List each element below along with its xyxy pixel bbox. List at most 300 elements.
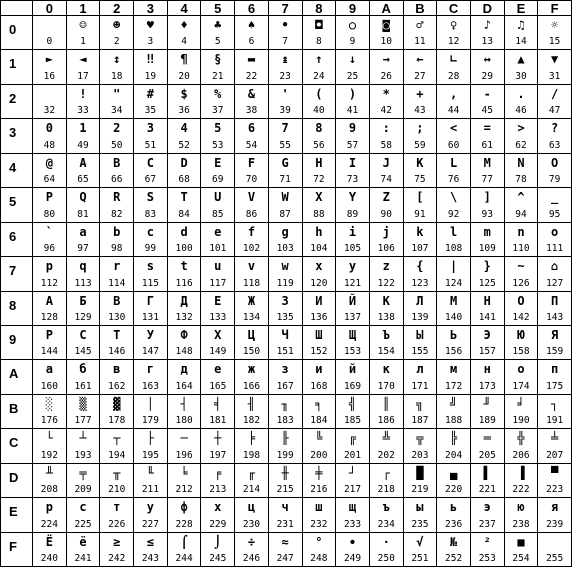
character-glyph: i [348, 224, 357, 239]
character-cell [269, 464, 303, 498]
character-cell [33, 395, 67, 429]
character-code: 236 [445, 518, 463, 530]
character-glyph: ( [315, 86, 323, 101]
character-cell [370, 326, 404, 360]
character-cell [336, 464, 370, 498]
character-glyph: ъ [382, 500, 390, 515]
character-glyph: ё [79, 534, 87, 549]
character-cell [134, 50, 168, 84]
character-code: 222 [512, 484, 530, 496]
column-header: 4 [168, 0, 202, 16]
character-glyph: ─ [180, 431, 188, 446]
character-glyph: С [79, 327, 87, 342]
character-cell [471, 395, 505, 429]
character-cell [303, 119, 337, 153]
character-code: 164 [175, 380, 193, 392]
character-code: 92 [447, 208, 460, 220]
character-glyph: e [214, 224, 222, 239]
character-glyph: @ [45, 155, 53, 170]
character-cell [269, 395, 303, 429]
character-code: 149 [209, 346, 227, 358]
character-glyph: │ [146, 396, 155, 411]
character-code: 220 [445, 484, 463, 496]
character-code: 251 [411, 553, 429, 564]
character-code: 72 [313, 174, 325, 186]
character-cell [235, 429, 269, 463]
character-glyph: _ [551, 190, 559, 205]
character-code: 187 [411, 415, 429, 427]
character-cell [201, 85, 235, 119]
character-cell [303, 188, 337, 222]
character-cell [404, 360, 438, 394]
character-code: 192 [40, 449, 58, 461]
character-code: 48 [43, 139, 56, 151]
character-cell [201, 119, 235, 153]
character-code: 89 [346, 208, 359, 220]
character-cell [404, 464, 438, 498]
character-glyph: ╦ [416, 431, 424, 446]
character-code: 96 [43, 243, 56, 255]
character-code: 109 [478, 243, 496, 255]
character-glyph: Ш [315, 327, 323, 342]
character-glyph: И [315, 293, 323, 308]
character-code: 17 [77, 70, 89, 82]
character-cell [437, 154, 471, 188]
character-glyph: | [449, 259, 458, 274]
character-code: 28 [447, 70, 460, 82]
character-glyph: Г [146, 293, 155, 308]
character-code: 82 [110, 208, 123, 220]
character-cell [336, 326, 370, 360]
character-glyph: ▒ [79, 396, 87, 411]
character-cell [269, 119, 303, 153]
character-code: 225 [74, 518, 92, 530]
character-code: 195 [141, 449, 159, 461]
character-code: 203 [411, 449, 429, 461]
character-cell [437, 50, 471, 84]
row-header: 0 [0, 16, 33, 50]
character-glyph: Ж [247, 293, 256, 308]
character-glyph: ♂ [416, 18, 424, 32]
column-header: B [404, 0, 438, 16]
character-glyph: ▬ [247, 52, 256, 67]
character-code: 55 [279, 139, 291, 151]
character-glyph: ► [45, 52, 53, 67]
column-header: E [505, 0, 539, 16]
character-code: 207 [546, 449, 564, 461]
character-glyph: ∟ [449, 52, 458, 67]
character-code: 198 [242, 449, 261, 461]
character-code: 68 [178, 174, 190, 186]
character-glyph: х [214, 500, 222, 515]
row-header: 9 [0, 326, 33, 360]
character-cell [404, 429, 438, 463]
character-glyph: s [146, 259, 155, 274]
character-code: 175 [546, 380, 564, 392]
character-code: 139 [411, 311, 429, 323]
character-cell [370, 395, 404, 429]
character-cell [235, 533, 269, 567]
character-glyph: л [416, 362, 424, 377]
character-code: 33 [77, 105, 89, 117]
character-cell [269, 257, 303, 291]
character-cell [201, 16, 235, 50]
character-cell [33, 16, 67, 50]
character-glyph: R [113, 190, 121, 205]
character-cell [303, 498, 337, 532]
character-code: 125 [478, 277, 496, 289]
character-code: 70 [245, 174, 258, 186]
character-cell [33, 498, 67, 532]
character-cell [33, 223, 67, 257]
character-cell [404, 257, 438, 291]
character-cell [471, 464, 505, 498]
character-cell [336, 292, 370, 326]
character-cell [67, 50, 101, 84]
character-glyph: f [247, 224, 256, 239]
character-code: 141 [478, 311, 496, 323]
character-code: 191 [546, 415, 564, 427]
character-code: 189 [478, 415, 496, 427]
character-glyph: с [79, 500, 87, 515]
character-code: 102 [242, 243, 261, 255]
character-cell [505, 257, 539, 291]
character-cell [471, 533, 505, 567]
character-glyph: ) [348, 86, 357, 101]
column-header: 5 [201, 0, 235, 16]
character-cell [538, 533, 572, 567]
character-cell [100, 464, 134, 498]
character-code: 91 [414, 208, 426, 220]
character-glyph: з [281, 362, 289, 377]
character-glyph: J [382, 155, 390, 170]
character-cell [134, 395, 168, 429]
character-glyph: ┌ [382, 465, 390, 480]
character-cell [269, 188, 303, 222]
character-code: 77 [481, 174, 493, 186]
character-glyph: А [45, 293, 53, 308]
character-glyph: ╡ [214, 396, 222, 411]
character-glyph: ↓ [348, 52, 357, 67]
character-cell [201, 533, 235, 567]
character-code: 135 [276, 311, 294, 323]
character-code: 159 [546, 346, 564, 358]
character-code: 221 [478, 484, 496, 496]
character-cell [505, 429, 539, 463]
character-cell [201, 188, 235, 222]
character-code: 227 [141, 518, 159, 530]
row-header: 5 [0, 188, 33, 222]
character-glyph: ∙ [348, 534, 357, 549]
character-cell [370, 360, 404, 394]
character-cell [404, 119, 438, 153]
character-code: 160 [40, 380, 58, 392]
character-glyph: L [449, 155, 458, 170]
character-glyph: ← [416, 52, 424, 67]
character-cell [437, 498, 471, 532]
character-glyph: ' [281, 86, 289, 101]
character-glyph: ♦ [180, 18, 188, 32]
character-code: 122 [377, 277, 395, 289]
character-cell [235, 360, 269, 394]
character-code: 85 [212, 208, 224, 220]
character-cell [168, 188, 202, 222]
character-code: 111 [546, 243, 564, 255]
character-cell [168, 223, 202, 257]
character-cell [370, 498, 404, 532]
row-header: 3 [0, 119, 33, 153]
character-glyph: B [113, 155, 121, 170]
character-cell [168, 533, 202, 567]
character-cell [201, 464, 235, 498]
character-code: 25 [346, 70, 359, 82]
character-glyph: ├ [146, 431, 155, 446]
character-glyph: Я [551, 327, 559, 342]
character-glyph: ы [416, 500, 424, 515]
character-code: 182 [242, 415, 261, 427]
character-code: 71 [279, 174, 291, 186]
character-glyph: ь [449, 500, 458, 515]
character-cell [370, 257, 404, 291]
character-cell [471, 154, 505, 188]
character-cell [303, 326, 337, 360]
character-code: 49 [77, 139, 89, 151]
character-glyph: 1 [79, 121, 87, 136]
character-cell [437, 292, 471, 326]
character-glyph: √ [416, 534, 424, 549]
character-cell [269, 16, 303, 50]
character-glyph: Е [214, 293, 222, 308]
character-code: 138 [377, 311, 395, 323]
character-code: 150 [242, 346, 261, 358]
character-glyph: Б [79, 293, 87, 308]
character-cell [404, 85, 438, 119]
character-cell [370, 292, 404, 326]
character-code: 224 [40, 518, 58, 530]
character-code: 8 [315, 36, 322, 48]
character-code: 97 [77, 243, 89, 255]
character-code: 19 [144, 70, 157, 82]
character-glyph: ; [416, 121, 424, 136]
character-cell [100, 395, 134, 429]
character-glyph: q [79, 259, 87, 274]
character-cell [505, 85, 539, 119]
character-glyph: P [45, 190, 53, 205]
character-glyph: ! [79, 86, 87, 101]
character-code: 146 [108, 346, 126, 358]
character-cell [168, 360, 202, 394]
character-glyph: ╙ [146, 465, 155, 480]
character-glyph: ╠ [449, 431, 458, 446]
character-glyph: М [449, 293, 458, 308]
character-glyph: ц [247, 500, 256, 515]
character-code: 177 [74, 415, 92, 427]
character-cell [505, 533, 539, 567]
character-glyph: О [517, 293, 525, 308]
character-cell [404, 395, 438, 429]
character-glyph [538, 535, 571, 549]
character-glyph: U [214, 190, 222, 205]
character-glyph: ◘ [315, 18, 323, 32]
character-cell [33, 464, 67, 498]
character-code: 101 [209, 243, 227, 255]
character-code: 76 [447, 174, 460, 186]
character-glyph: " [113, 86, 121, 101]
character-code: 73 [346, 174, 359, 186]
character-glyph: Z [382, 190, 390, 205]
character-code: 66 [110, 174, 123, 186]
character-cell [67, 223, 101, 257]
character-glyph: ☼ [551, 18, 559, 32]
character-glyph: h [315, 224, 323, 239]
character-cell [269, 154, 303, 188]
character-cell [437, 16, 471, 50]
character-cell [67, 360, 101, 394]
character-code: 84 [178, 208, 190, 220]
character-cell [336, 119, 370, 153]
character-glyph: ╨ [45, 465, 53, 480]
character-code: 61 [481, 139, 493, 151]
character-cell [168, 292, 202, 326]
character-cell [269, 533, 303, 567]
character-glyph: ╩ [382, 431, 390, 446]
character-code: 104 [310, 243, 328, 255]
character-cell [168, 326, 202, 360]
character-code: 34 [110, 105, 123, 117]
character-code: 204 [445, 449, 463, 461]
character-cell [67, 533, 101, 567]
character-code: 3 [147, 36, 154, 48]
character-cell [471, 50, 505, 84]
character-cell [303, 464, 337, 498]
character-code: 152 [310, 346, 328, 358]
row-header: F [0, 533, 33, 567]
character-glyph: ж [247, 362, 256, 377]
character-code: 106 [377, 243, 395, 255]
character-code: 27 [414, 70, 426, 82]
character-glyph: ♥ [146, 18, 155, 32]
character-code: 80 [43, 208, 56, 220]
character-glyph: ╜ [483, 396, 491, 411]
character-glyph: ↑ [315, 52, 323, 67]
character-glyph: A [79, 155, 87, 170]
character-code: 16 [43, 70, 56, 82]
character-cell [235, 50, 269, 84]
character-glyph: ╬ [517, 431, 525, 446]
character-glyph: █ [416, 465, 424, 480]
character-cell [437, 119, 471, 153]
character-cell [303, 533, 337, 567]
column-header: F [538, 0, 572, 16]
character-cell [505, 50, 539, 84]
character-code: 179 [141, 415, 159, 427]
character-code: 93 [481, 208, 493, 220]
character-glyph: o [551, 224, 559, 239]
character-code: 47 [548, 105, 561, 117]
character-code: 129 [74, 311, 92, 323]
character-code: 185 [343, 415, 362, 427]
character-code: 212 [175, 484, 193, 496]
character-code: 165 [209, 380, 227, 392]
character-code: 228 [175, 518, 193, 530]
character-cell [201, 395, 235, 429]
character-cell [168, 85, 202, 119]
character-glyph: g [281, 224, 289, 239]
character-glyph: ░ [45, 396, 53, 411]
character-cell [303, 85, 337, 119]
character-cell [100, 429, 134, 463]
character-code: 113 [74, 277, 92, 289]
character-cell [336, 395, 370, 429]
character-cell [505, 464, 539, 498]
character-glyph: ▓ [113, 396, 121, 411]
character-glyph: § [214, 52, 222, 67]
character-glyph: D [180, 155, 188, 170]
character-code: 123 [411, 277, 429, 289]
character-code: 120 [310, 277, 328, 289]
character-code: 40 [313, 105, 325, 117]
character-cell [437, 85, 471, 119]
character-cell [33, 429, 67, 463]
character-glyph: y [348, 259, 357, 274]
character-code: 43 [414, 105, 426, 117]
character-cell [235, 85, 269, 119]
character-code: 9 [349, 36, 356, 48]
character-code: 42 [380, 105, 392, 117]
character-glyph: ♀ [449, 18, 458, 32]
character-code: 231 [276, 518, 294, 530]
character-code: 229 [209, 518, 227, 530]
character-glyph: ♫ [517, 18, 525, 32]
character-glyph: 5 [214, 121, 222, 136]
character-cell [134, 292, 168, 326]
character-cell [505, 223, 539, 257]
character-cell [538, 292, 572, 326]
character-cell [471, 16, 505, 50]
character-cell [505, 395, 539, 429]
character-code: 112 [40, 277, 58, 289]
character-glyph: ╕ [315, 396, 323, 411]
character-code: 226 [108, 518, 126, 530]
character-code: 54 [245, 139, 258, 151]
character-code: 161 [74, 380, 92, 392]
character-glyph: Y [348, 190, 357, 205]
character-glyph: ≈ [281, 534, 289, 549]
character-code: 39 [279, 105, 291, 117]
character-glyph: p [45, 259, 53, 274]
character-glyph: ╗ [416, 396, 424, 411]
column-header: 3 [134, 0, 168, 16]
character-code: 65 [77, 174, 89, 186]
character-glyph: ╖ [281, 396, 289, 411]
character-glyph: > [517, 121, 525, 136]
character-glyph: 4 [180, 121, 188, 136]
row-header: E [0, 498, 33, 532]
column-header: D [471, 0, 505, 16]
character-code: 90 [380, 208, 392, 220]
character-code: 241 [74, 553, 92, 564]
character-glyph: Ц [247, 327, 256, 342]
character-code: 190 [512, 415, 530, 427]
character-code: 1 [80, 36, 86, 48]
character-cell [100, 16, 134, 50]
character-code: 44 [447, 105, 460, 117]
character-glyph: ≤ [146, 534, 155, 549]
character-glyph: е [214, 362, 222, 377]
character-cell [437, 223, 471, 257]
character-cell [134, 85, 168, 119]
character-code: 51 [144, 139, 157, 151]
